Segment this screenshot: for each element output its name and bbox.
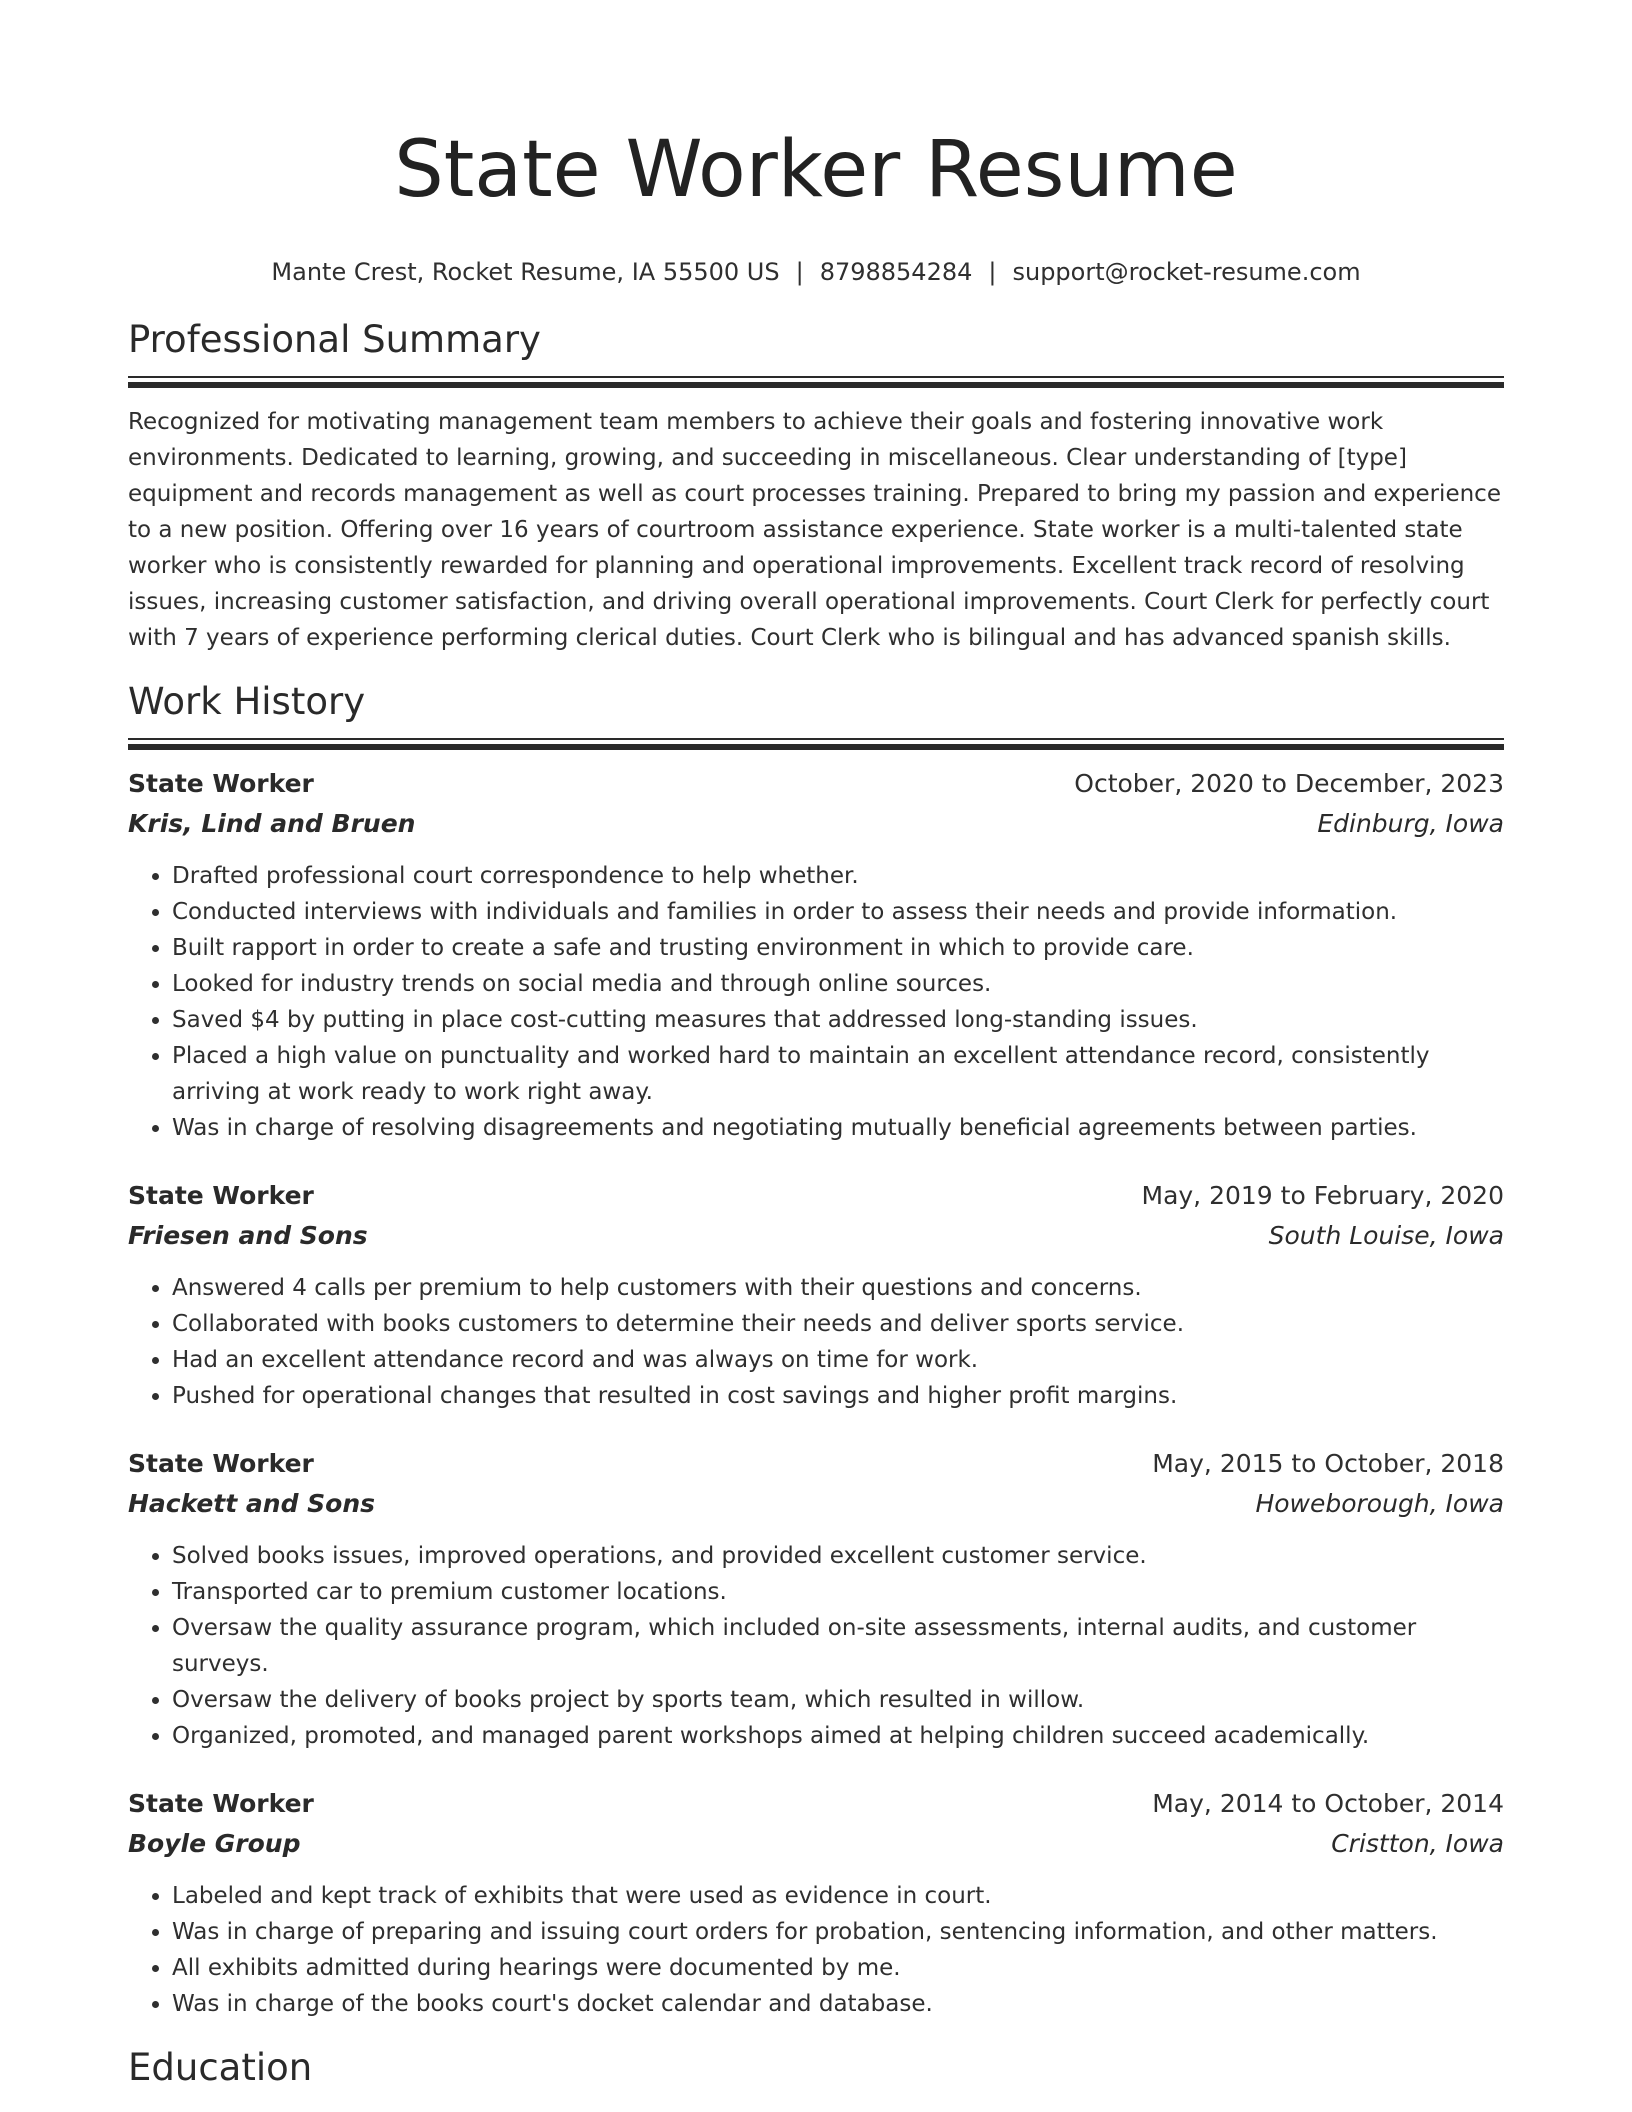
list-item: • Was in charge of preparing and issuing court orders for probation, sentencing information, and other matters. xyxy=(172,1914,1504,1950)
list-item: • Labeled and kept track of exhibits that were used as evidence in court. xyxy=(172,1878,1504,1914)
job-location: Cristton, Iowa xyxy=(1331,1829,1504,1858)
summary-section xyxy=(128,318,1504,656)
section-divider xyxy=(128,376,1504,388)
work-history-heading: Work History xyxy=(128,680,366,723)
list-item: • Built rapport in order to create a safe and trusting environment in which to provide care. xyxy=(172,930,1504,966)
job-dates: May, 2014 to October, 2014 xyxy=(1152,1789,1504,1818)
job-title: State Worker xyxy=(128,1789,314,1818)
education-heading: Education xyxy=(128,2046,313,2089)
job-company-row xyxy=(128,1216,1504,1256)
job-dates: May, 2015 to October, 2018 xyxy=(1152,1449,1504,1478)
list-item: • Transported car to premium customer locations. xyxy=(172,1574,1504,1610)
list-item: • Had an excellent attendance record and was always on time for work. xyxy=(172,1342,1504,1378)
job-header-row xyxy=(128,1784,1504,1824)
job-bullets xyxy=(128,858,1504,1146)
list-item: • Organized, promoted, and managed parent workshops aimed at helping children succeed academically. xyxy=(172,1718,1504,1754)
job-location: Edinburg, Iowa xyxy=(1317,809,1504,838)
list-item: • Saved $4 by putting in place cost-cutting measures that addressed long-standing issues. xyxy=(172,1002,1504,1038)
job-bullets xyxy=(128,1538,1504,1754)
job-header-row xyxy=(128,1444,1504,1484)
work-history-section xyxy=(128,680,1504,2022)
contact-separator: | xyxy=(988,258,997,286)
list-item: • Was in charge of the books court's docket calendar and database. xyxy=(172,1986,1504,2022)
job-header-row xyxy=(128,764,1504,804)
job-entry xyxy=(128,764,1504,1146)
list-item: • Collaborated with books customers to determine their needs and deliver sports service. xyxy=(172,1306,1504,1342)
contact-address: Mante Crest, Rocket Resume, IA 55500 US xyxy=(271,258,780,286)
list-item: • All exhibits admitted during hearings were documented by me. xyxy=(172,1950,1504,1986)
job-company: Friesen and Sons xyxy=(128,1221,368,1250)
list-item: • Was in charge of resolving disagreements and negotiating mutually beneficial agreements between parties. xyxy=(172,1110,1504,1146)
list-item: • Drafted professional court correspondence to help whether. xyxy=(172,858,1504,894)
job-entry xyxy=(128,1176,1504,1414)
list-item: • Solved books issues, improved operations, and provided excellent customer service. xyxy=(172,1538,1504,1574)
job-bullets xyxy=(128,1270,1504,1414)
job-entry xyxy=(128,1444,1504,1754)
contact-separator: | xyxy=(795,258,804,286)
job-company: Boyle Group xyxy=(128,1829,301,1858)
contact-email: support@rocket-resume.com xyxy=(1012,258,1361,286)
job-bullets xyxy=(128,1878,1504,2022)
job-company-row xyxy=(128,804,1504,844)
job-title: State Worker xyxy=(128,1181,314,1210)
list-item: • Conducted interviews with individuals and families in order to assess their needs and provide information. xyxy=(172,894,1504,930)
summary-heading: Professional Summary xyxy=(128,318,541,361)
job-company-row xyxy=(128,1484,1504,1524)
contact-phone: 8798854284 xyxy=(819,258,973,286)
section-divider xyxy=(128,738,1504,750)
job-company-row xyxy=(128,1824,1504,1864)
list-item: • Placed a high value on punctuality and worked hard to maintain an excellent attendance record, consistently arriving at work ready to work right away. xyxy=(172,1038,1504,1110)
job-dates: October, 2020 to December, 2023 xyxy=(1074,769,1504,798)
job-company: Kris, Lind and Bruen xyxy=(128,809,416,838)
job-entry xyxy=(128,1784,1504,2022)
job-title: State Worker xyxy=(128,769,314,798)
list-item: • Answered 4 calls per premium to help customers with their questions and concerns. xyxy=(172,1270,1504,1306)
page-title: State Worker Resume xyxy=(394,125,1238,215)
job-location: Howeborough, Iowa xyxy=(1255,1489,1504,1518)
job-company: Hackett and Sons xyxy=(128,1489,376,1518)
job-header-row xyxy=(128,1176,1504,1216)
list-item: • Looked for industry trends on social media and through online sources. xyxy=(172,966,1504,1002)
job-location: South Louise, Iowa xyxy=(1268,1221,1504,1250)
contact-line xyxy=(128,256,1504,288)
list-item: • Pushed for operational changes that resulted in cost savings and higher profit margins. xyxy=(172,1378,1504,1414)
job-title: State Worker xyxy=(128,1449,314,1478)
education-section xyxy=(128,2046,1504,2090)
job-dates: May, 2019 to February, 2020 xyxy=(1141,1181,1504,1210)
list-item: • Oversaw the delivery of books project by sports team, which resulted in willow. xyxy=(172,1682,1504,1718)
summary-text: Recognized for motivating management team members to achieve their goals and fostering innovative work environments. Dedicated to learning, growing, and succeeding in miscellaneous. Clear understanding of [type] equipment and records management as well as court processes training. Prepared to bring my passion and experience to a new position. Offering over 16 years of courtroom assistance experience. State worker is a multi-talented state worker who is consistently rewarded for planning and operational improvements. Excellent track record of resolving issues, increasing customer satisfaction, and driving overall operational improvements. Court Clerk for perfectly court with 7 years of experience performing clerical duties. Court Clerk who is bilingual and has advanced spanish skills. xyxy=(128,409,1501,651)
list-item: • Oversaw the quality assurance program, which included on-site assessments, internal audits, and customer surveys. xyxy=(172,1610,1504,1682)
